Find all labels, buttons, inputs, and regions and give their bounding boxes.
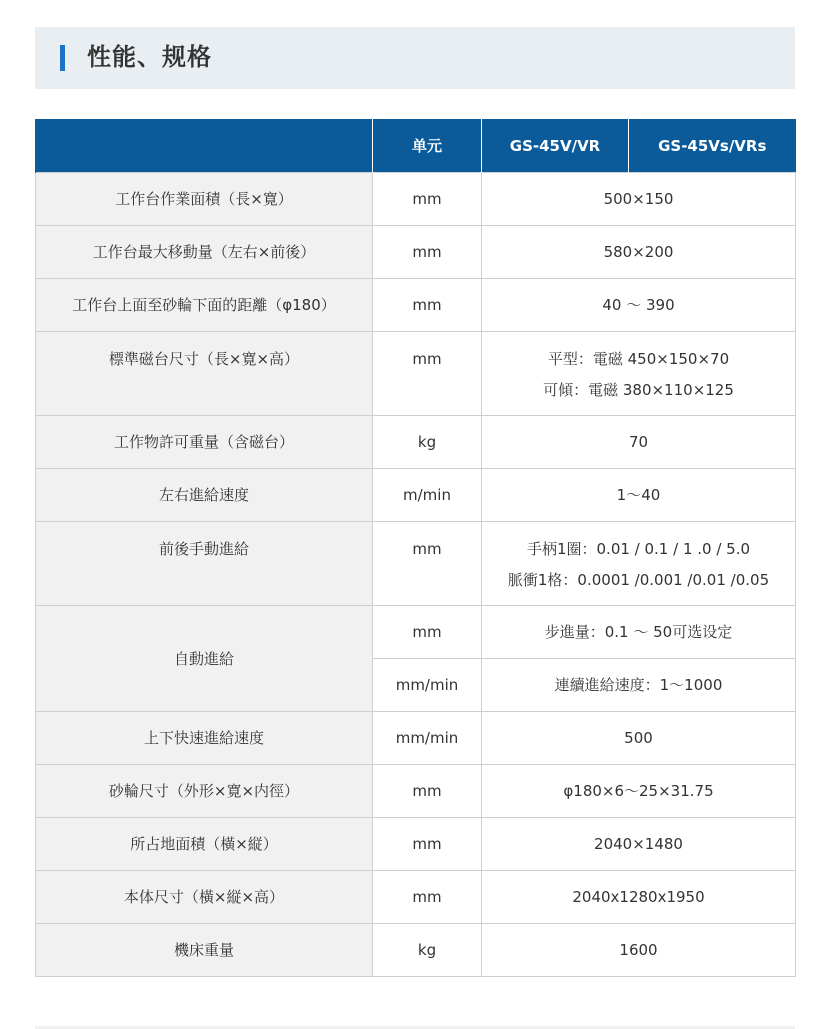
row-value-line: 脈衝1格：0.0001 /0.001 /0.01 /0.05 bbox=[507, 571, 770, 589]
spec-table bbox=[35, 119, 796, 977]
table-row bbox=[36, 522, 796, 606]
table-row bbox=[36, 765, 796, 818]
table-row bbox=[36, 924, 796, 977]
table-row bbox=[36, 871, 796, 924]
table-row bbox=[36, 606, 796, 659]
row-unit: kg bbox=[373, 416, 482, 469]
header-name bbox=[36, 119, 373, 173]
row-name: 上下快速進給速度 bbox=[36, 712, 373, 765]
row-unit: mm/min bbox=[373, 712, 482, 765]
row-name: 本体尺寸（橫×縦×高） bbox=[36, 871, 373, 924]
table-row bbox=[36, 712, 796, 765]
table-header-row bbox=[36, 119, 796, 173]
header-model-2: GS-45Vs/VRs bbox=[629, 119, 796, 173]
row-value: 1600 bbox=[482, 924, 796, 977]
row-value bbox=[482, 522, 796, 606]
table-row bbox=[36, 818, 796, 871]
row-value bbox=[482, 332, 796, 416]
row-name: 工作台上面至砂輪下面的距離（φ180） bbox=[36, 279, 373, 332]
row-value: 步進量：0.1 ～ 50可选设定 bbox=[482, 606, 796, 659]
row-name: 機床重量 bbox=[36, 924, 373, 977]
row-unit: mm bbox=[373, 606, 482, 659]
row-unit: m/min bbox=[373, 469, 482, 522]
row-name: 自動進給 bbox=[36, 606, 373, 712]
table-row bbox=[36, 173, 796, 226]
row-unit: mm bbox=[373, 765, 482, 818]
row-value-line: 平型：電磁 450×150×70 bbox=[547, 350, 730, 368]
section-title: 性能、规格 bbox=[87, 43, 212, 71]
row-value: 連續進給速度：1～1000 bbox=[482, 659, 796, 712]
row-name: 工作台最大移動量（左右×前後） bbox=[36, 226, 373, 279]
row-unit: mm bbox=[373, 173, 482, 226]
row-name: 工作物許可重量（含磁台） bbox=[36, 416, 373, 469]
table-row bbox=[36, 469, 796, 522]
row-value: 70 bbox=[482, 416, 796, 469]
section-accent-bar bbox=[60, 45, 65, 71]
row-unit: mm bbox=[373, 818, 482, 871]
header-unit: 单元 bbox=[373, 119, 482, 173]
table-row bbox=[36, 226, 796, 279]
row-unit: mm bbox=[373, 332, 482, 416]
row-name: 前後手動進給 bbox=[36, 522, 373, 606]
row-name: 左右進給速度 bbox=[36, 469, 373, 522]
row-unit: mm/min bbox=[373, 659, 482, 712]
row-value: φ180×6～25×31.75 bbox=[482, 765, 796, 818]
row-value: 2040x1280x1950 bbox=[482, 871, 796, 924]
row-name: 砂輪尺寸（外形×寛×内徑） bbox=[36, 765, 373, 818]
row-value: 500×150 bbox=[482, 173, 796, 226]
row-value-line: 可傾：電磁 380×110×125 bbox=[543, 381, 734, 399]
row-name: 所占地面積（橫×縦） bbox=[36, 818, 373, 871]
row-unit: mm bbox=[373, 279, 482, 332]
table-row bbox=[36, 279, 796, 332]
row-value: 500 bbox=[482, 712, 796, 765]
table-row bbox=[36, 416, 796, 469]
section-header bbox=[35, 27, 795, 89]
row-name: 工作台作業面積（長×寛） bbox=[36, 173, 373, 226]
row-value-line: 手柄1圈：0.01 / 0.1 / 1 .0 / 5.0 bbox=[526, 540, 751, 558]
row-value: 580×200 bbox=[482, 226, 796, 279]
row-name: 標準磁台尺寸（長×寛×高） bbox=[36, 332, 373, 416]
row-unit: mm bbox=[373, 871, 482, 924]
row-value: 40 ～ 390 bbox=[482, 279, 796, 332]
header-model-1: GS-45V/VR bbox=[482, 119, 629, 173]
table-row bbox=[36, 332, 796, 416]
row-unit: mm bbox=[373, 522, 482, 606]
row-value: 2040×1480 bbox=[482, 818, 796, 871]
row-unit: kg bbox=[373, 924, 482, 977]
row-unit: mm bbox=[373, 226, 482, 279]
row-value: 1～40 bbox=[482, 469, 796, 522]
